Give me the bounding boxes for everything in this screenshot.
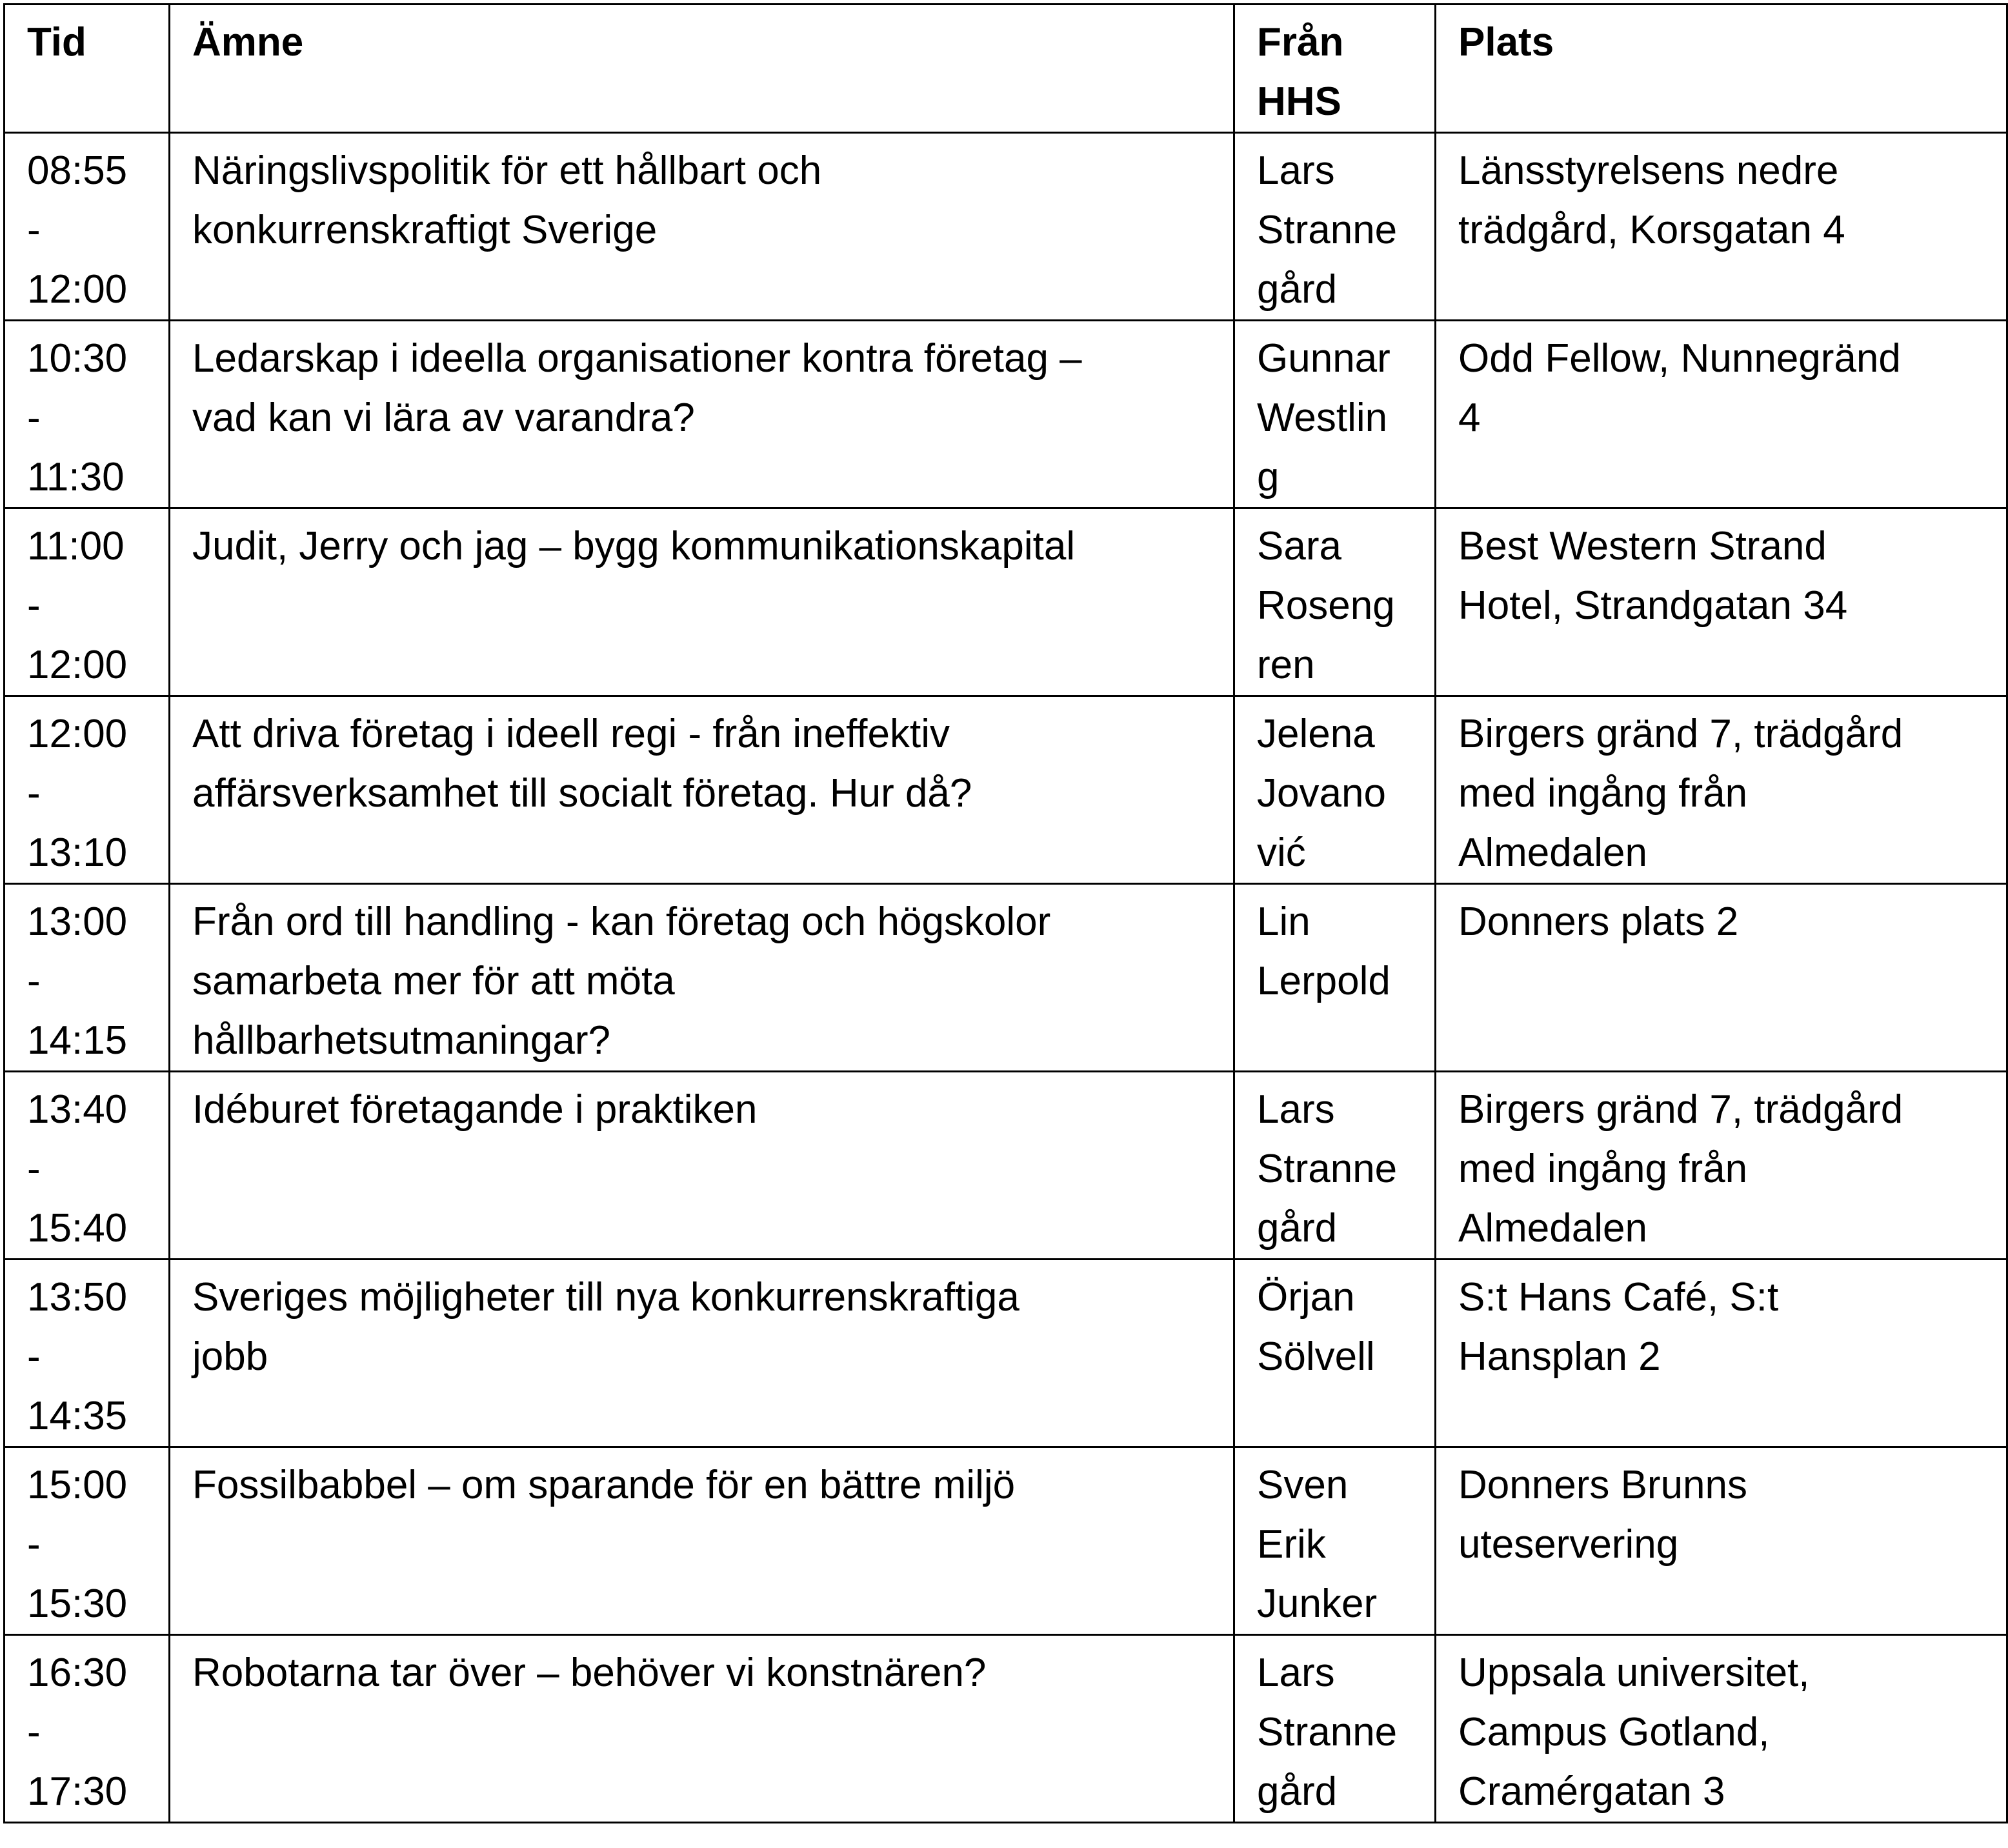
- table-row: [5, 1635, 2007, 1823]
- header-tid: Tid: [5, 5, 170, 133]
- cell-plats: Birgers gränd 7, trädgård med ingång från Almedalen: [1436, 696, 2007, 884]
- cell-plats: Uppsala universitet, Campus Gotland, Cramérgatan 3: [1436, 1635, 2007, 1823]
- schedule-table: [3, 3, 2008, 1823]
- table-row: [5, 133, 2007, 321]
- cell-amne: Ledarskap i ideella organisationer kontra företag – vad kan vi lära av varandra?: [170, 321, 1234, 508]
- cell-tid: 10:30 - 11:30: [5, 321, 170, 508]
- header-plats: Plats: [1436, 5, 2007, 133]
- cell-plats: Odd Fellow, Nunnegränd 4: [1436, 321, 2007, 508]
- table-row: [5, 508, 2007, 696]
- cell-tid: 16:30 - 17:30: [5, 1635, 170, 1823]
- cell-fran: Lars Stranne gård: [1234, 133, 1436, 321]
- table-row: [5, 696, 2007, 884]
- cell-tid: 13:00 - 14:15: [5, 884, 170, 1072]
- cell-tid: 13:40 - 15:40: [5, 1072, 170, 1260]
- cell-fran: Gunnar Westlin g: [1234, 321, 1436, 508]
- cell-amne: Att driva företag i ideell regi - från ineffektiv affärsverksamhet till socialt företag. Hur då?: [170, 696, 1234, 884]
- cell-fran: Jelena Jovano vić: [1234, 696, 1436, 884]
- table-row: [5, 1447, 2007, 1635]
- header-row: [5, 5, 2007, 133]
- cell-plats: Best Western Strand Hotel, Strandgatan 34: [1436, 508, 2007, 696]
- cell-tid: 12:00 - 13:10: [5, 696, 170, 884]
- cell-amne: Sveriges möjligheter till nya konkurrenskraftiga jobb: [170, 1260, 1234, 1447]
- cell-tid: 08:55 - 12:00: [5, 133, 170, 321]
- cell-amne: Fossilbabbel – om sparande för en bättre miljö: [170, 1447, 1234, 1635]
- cell-tid: 13:50 - 14:35: [5, 1260, 170, 1447]
- cell-plats: Länsstyrelsens nedre trädgård, Korsgatan 4: [1436, 133, 2007, 321]
- cell-amne: Idéburet företagande i praktiken: [170, 1072, 1234, 1260]
- cell-amne: Robotarna tar över – behöver vi konstnären?: [170, 1635, 1234, 1823]
- cell-tid: 15:00 - 15:30: [5, 1447, 170, 1635]
- header-fran-hhs: Från HHS: [1234, 5, 1436, 133]
- table-body: [5, 133, 2007, 1823]
- cell-amne: Judit, Jerry och jag – bygg kommunikationskapital: [170, 508, 1234, 696]
- cell-amne: Näringslivspolitik för ett hållbart och konkurrenskraftigt Sverige: [170, 133, 1234, 321]
- table-row: [5, 884, 2007, 1072]
- cell-fran: Lin Lerpold: [1234, 884, 1436, 1072]
- cell-plats: Donners Brunns uteservering: [1436, 1447, 2007, 1635]
- cell-plats: Donners plats 2: [1436, 884, 2007, 1072]
- cell-fran: Sven Erik Junker: [1234, 1447, 1436, 1635]
- cell-fran: Örjan Sölvell: [1234, 1260, 1436, 1447]
- table-row: [5, 1260, 2007, 1447]
- cell-fran: Lars Stranne gård: [1234, 1072, 1436, 1260]
- table-header: [5, 5, 2007, 133]
- cell-fran: Lars Stranne gård: [1234, 1635, 1436, 1823]
- cell-tid: 11:00 - 12:00: [5, 508, 170, 696]
- cell-fran: Sara Roseng ren: [1234, 508, 1436, 696]
- cell-amne: Från ord till handling - kan företag och högskolor samarbeta mer för att möta hållbarhetsutmaningar?: [170, 884, 1234, 1072]
- table-row: [5, 321, 2007, 508]
- table-row: [5, 1072, 2007, 1260]
- cell-plats: S:t Hans Café, S:t Hansplan 2: [1436, 1260, 2007, 1447]
- cell-plats: Birgers gränd 7, trädgård med ingång från Almedalen: [1436, 1072, 2007, 1260]
- header-amne: Ämne: [170, 5, 1234, 133]
